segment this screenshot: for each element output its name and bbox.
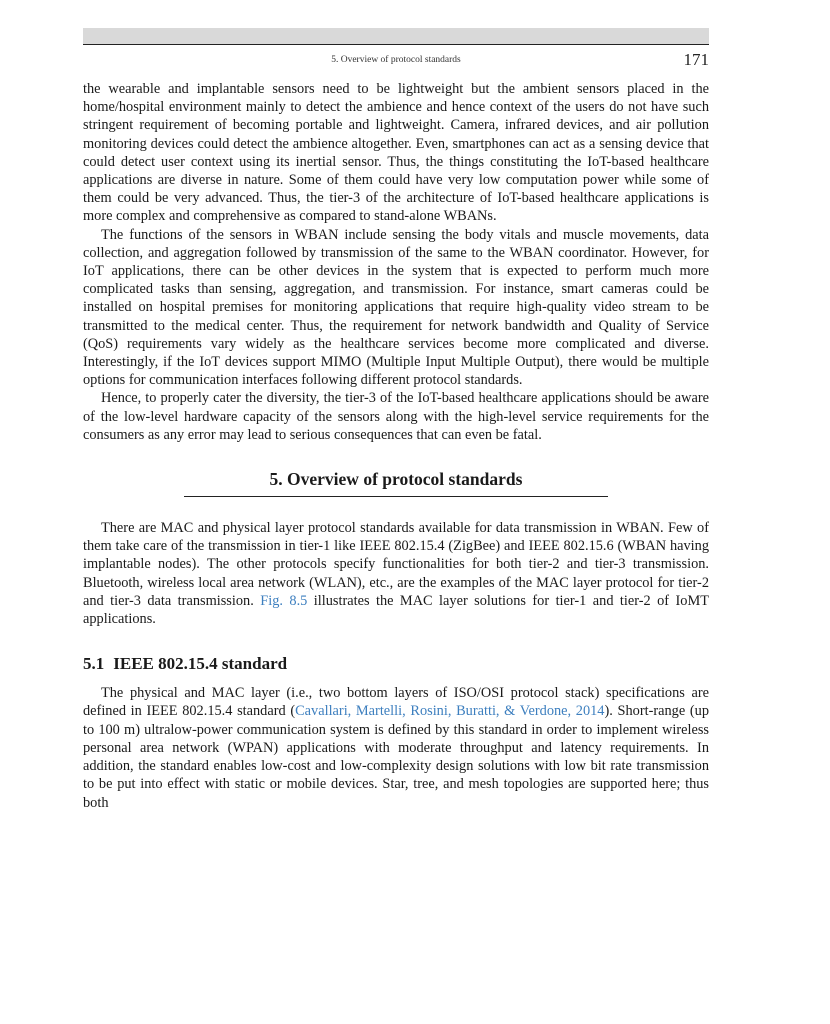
page-body bbox=[83, 80, 709, 812]
section-heading: 5. Overview of protocol standards bbox=[184, 469, 608, 497]
running-title: 5. Overview of protocol standards bbox=[331, 55, 461, 65]
header-band bbox=[83, 28, 709, 45]
subsection-paragraph bbox=[83, 684, 709, 811]
subsection-title: IEEE 802.15.4 standard bbox=[113, 654, 288, 674]
section-paragraph-text: There are MAC and physical layer protocol standards available for data transmission in WBAN. Few of them take care of the transmission in tier-1 like IEEE 802.15.4 (ZigBee) and IEEE 802.15.6 (WBAN having implantable nodes). The other protocols specify functionalities for both tier-2 and tier-3 transmission. Bluetooth, wireless local area network (WLAN), etc., are the examples of the MAC layer protocol for tier-2 and tier-3 data transmission. bbox=[83, 520, 709, 609]
citation-link[interactable]: Cavallari, Martelli, Rosini, Buratti, & Verdone, 2014 bbox=[295, 703, 605, 720]
paragraph-1: the wearable and implantable sensors need to be lightweight but the ambient sensors placed in the home/hospital environment mainly to detect the ambience and hence context of the users do not have such stringent requirement of becoming portable and lightweight. Camera, infrared devices, and air pollution monitoring devices could detect the ambience altogether. Even, smartphones can act as a sensing device that could detect user context using its inertial sensor. Thus, the things constituting the IoT-based healthcare applications are diverse in nature. Some of them could have very low computation power while some of them could be very advanced. Thus, the tier-3 of the architecture of IoT-based healthcare applications is more complex and comprehensive as compared to stand-alone WBANs. bbox=[83, 81, 709, 225]
paragraph-3: Hence, to properly cater the diversity, the tier-3 of the IoT-based healthcare applications should be aware of the low-level hardware capacity of the sensors along with the high-level service requirements for the consumers as any error may lead to serious consequences that can even be fatal. bbox=[83, 390, 709, 443]
section-paragraph bbox=[83, 519, 709, 628]
subsection-paragraph-tail: ). Short-range (up to 100 m) ultralow-power communication system is defined by this standard in order to implement wireless personal area network (WPAN) applications with moderate throughput and latency requirements. In addition, the standard enables low-cost and low-complexity design solutions with low bit rate transmission to be put into effect with static or mobile devices. Star, tree, and mesh topologies are supported here; thus both bbox=[83, 703, 709, 811]
page-number: 171 bbox=[683, 50, 709, 69]
paragraph-2: The functions of the sensors in WBAN include sensing the body vitals and muscle movements, data collection, and aggregation followed by transmission of the same to the WBAN coordinator. However, for IoT applications, there can be other devices in the system that is expected to perform much more complicated tasks than sensing, aggregation, and transmission. For instance, smart cameras could be installed on hospital premises for monitoring applications that require high-quality video stream to be transmitted to the medical center. Thus, the requirement for network bandwidth and Quality of Service (QoS) requirements vary widely as the healthcare services become more complicated and diverse. Interestingly, if the IoT devices support MIMO (Multiple Input Multiple Output), there would be multiple options for communication interfaces following different protocol standards. bbox=[83, 226, 709, 389]
running-head bbox=[83, 50, 709, 72]
subsection-number: 5.1 bbox=[83, 654, 105, 674]
section-paragraph-tail: illustrates the MAC layer solutions for tier-1 and tier-2 of IoMT applications. bbox=[83, 592, 709, 628]
subsection-heading bbox=[83, 654, 709, 674]
subsection-paragraph-text: The physical and MAC layer (i.e., two bottom layers of ISO/OSI protocol stack) specifications are defined in IEEE 802.15.4 standard ( bbox=[83, 685, 709, 720]
figure-link[interactable]: Fig. 8.5 bbox=[260, 592, 308, 609]
